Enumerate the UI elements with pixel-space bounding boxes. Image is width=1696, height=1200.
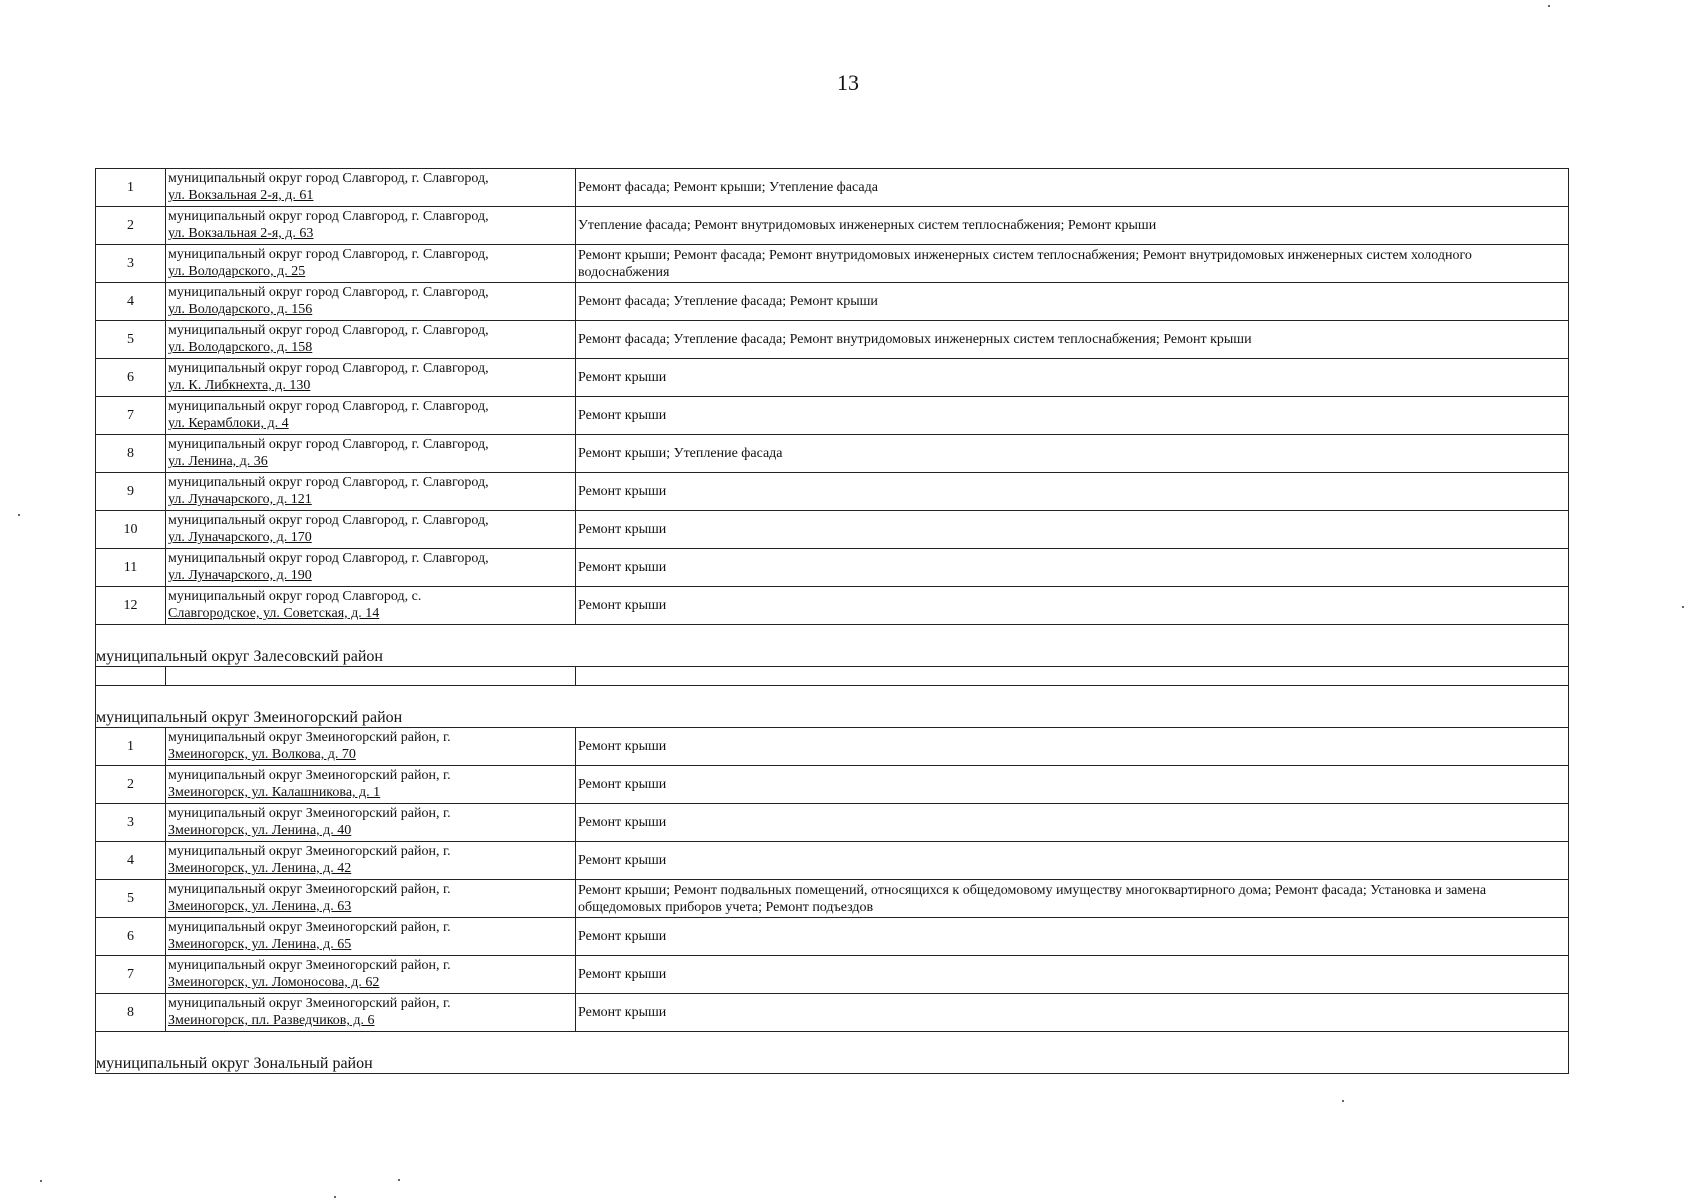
row-number: 4 <box>96 842 166 880</box>
row-number: 8 <box>96 435 166 473</box>
address-line-2: Славгородское, ул. Советская, д. 14 <box>168 606 380 621</box>
address-line-1: муниципальный округ город Славгород, г. Славгород, <box>168 361 489 376</box>
address-cell <box>166 956 576 994</box>
work-types-cell: Ремонт крыши; Утепление фасада <box>576 435 1569 473</box>
address-line-1: муниципальный округ город Славгород, г. Славгород, <box>168 437 489 452</box>
work-types-cell: Ремонт крыши <box>576 587 1569 625</box>
address-line-2: Змеиногорск, ул. Ленина, д. 40 <box>168 823 352 838</box>
work-types-cell: Ремонт крыши; Ремонт подвальных помещений, относящихся к общедомовому имуществу многоквартирного дома; Ремонт фасада; Установка и замена общедомовых приборов учета; Ремонт подъездов <box>576 880 1569 918</box>
work-types-cell: Ремонт крыши <box>576 728 1569 766</box>
address-line-2: ул. Вокзальная 2-я, д. 61 <box>168 188 314 203</box>
table-row <box>96 283 1569 321</box>
row-number: 7 <box>96 397 166 435</box>
address-line-2: ул. Керамблоки, д. 4 <box>168 416 289 431</box>
address-cell <box>166 994 576 1032</box>
address-line-1: муниципальный округ город Славгород, г. Славгород, <box>168 247 489 262</box>
address-line-1: муниципальный округ город Славгород, г. Славгород, <box>168 323 489 338</box>
address-line-1: муниципальный округ Змеиногорский район, г. <box>168 806 451 821</box>
work-types-cell: Ремонт крыши <box>576 511 1569 549</box>
row-number: 1 <box>96 728 166 766</box>
section-title: муниципальный округ Змеиногорский район <box>96 686 1569 728</box>
address-line-1: муниципальный округ город Славгород, г. Славгород, <box>168 513 489 528</box>
address-cell <box>166 842 576 880</box>
row-number: 3 <box>96 804 166 842</box>
address-cell <box>166 804 576 842</box>
address-cell <box>166 473 576 511</box>
row-number: 4 <box>96 283 166 321</box>
address-line-2: ул. Володарского, д. 158 <box>168 340 313 355</box>
empty-cell <box>96 667 166 686</box>
row-number: 5 <box>96 321 166 359</box>
table-row <box>96 245 1569 283</box>
empty-cell <box>576 667 1569 686</box>
table-row <box>96 435 1569 473</box>
address-line-1: муниципальный округ Змеиногорский район, г. <box>168 920 451 935</box>
address-cell <box>166 435 576 473</box>
scan-speck <box>40 1180 42 1182</box>
row-number: 5 <box>96 880 166 918</box>
scan-speck <box>398 1179 400 1181</box>
address-line-1: муниципальный округ город Славгород, г. Славгород, <box>168 399 489 414</box>
address-line-1: муниципальный округ Змеиногорский район, г. <box>168 996 451 1011</box>
address-cell <box>166 918 576 956</box>
table-row <box>96 918 1569 956</box>
work-types-cell: Ремонт крыши <box>576 549 1569 587</box>
scan-speck <box>18 514 20 516</box>
work-types-cell: Ремонт крыши <box>576 918 1569 956</box>
row-number: 3 <box>96 245 166 283</box>
work-types-cell: Ремонт крыши <box>576 842 1569 880</box>
row-number: 8 <box>96 994 166 1032</box>
table-row <box>96 473 1569 511</box>
section-title: муниципальный округ Зональный район <box>96 1032 1569 1074</box>
address-line-1: муниципальный округ Змеиногорский район, г. <box>168 958 451 973</box>
table-row <box>96 511 1569 549</box>
address-line-1: муниципальный округ город Славгород, г. Славгород, <box>168 551 489 566</box>
address-line-2: ул. Володарского, д. 25 <box>168 264 306 279</box>
address-line-1: муниципальный округ город Славгород, г. Славгород, <box>168 475 489 490</box>
work-types-cell: Ремонт крыши <box>576 359 1569 397</box>
work-types-cell: Ремонт фасада; Ремонт крыши; Утепление фасада <box>576 169 1569 207</box>
row-number: 7 <box>96 956 166 994</box>
table-row <box>96 842 1569 880</box>
address-cell <box>166 511 576 549</box>
row-number: 2 <box>96 207 166 245</box>
address-line-1: муниципальный округ город Славгород, г. Славгород, <box>168 171 489 186</box>
address-line-2: ул. Луначарского, д. 170 <box>168 530 312 545</box>
address-cell <box>166 359 576 397</box>
table-row <box>96 359 1569 397</box>
address-cell <box>166 766 576 804</box>
address-cell <box>166 880 576 918</box>
section-header-row <box>96 1032 1569 1074</box>
address-cell <box>166 321 576 359</box>
empty-row <box>96 667 1569 686</box>
table-row <box>96 880 1569 918</box>
repair-schedule-table <box>95 168 1569 1074</box>
address-line-1: муниципальный округ Змеиногорский район, г. <box>168 844 451 859</box>
address-line-2: Змеиногорск, ул. Калашникова, д. 1 <box>168 785 381 800</box>
work-types-cell: Ремонт крыши <box>576 804 1569 842</box>
table-row <box>96 728 1569 766</box>
address-line-2: ул. Володарского, д. 156 <box>168 302 313 317</box>
section-title: муниципальный округ Залесовский район <box>96 625 1569 667</box>
row-number: 1 <box>96 169 166 207</box>
work-types-cell: Утепление фасада; Ремонт внутридомовых инженерных систем теплоснабжения; Ремонт крыши <box>576 207 1569 245</box>
table-row <box>96 804 1569 842</box>
address-cell <box>166 397 576 435</box>
scan-speck <box>1548 5 1550 7</box>
address-line-1: муниципальный округ город Славгород, г. Славгород, <box>168 285 489 300</box>
scan-speck <box>1682 606 1684 608</box>
row-number: 12 <box>96 587 166 625</box>
work-types-cell: Ремонт крыши <box>576 766 1569 804</box>
address-line-2: Змеиногорск, ул. Ломоносова, д. 62 <box>168 975 380 990</box>
work-types-cell: Ремонт крыши <box>576 994 1569 1032</box>
address-line-2: Змеиногорск, пл. Разведчиков, д. 6 <box>168 1013 375 1028</box>
table-row <box>96 397 1569 435</box>
table-row <box>96 169 1569 207</box>
address-cell <box>166 549 576 587</box>
address-line-1: муниципальный округ город Славгород, г. Славгород, <box>168 209 489 224</box>
row-number: 11 <box>96 549 166 587</box>
table-row <box>96 994 1569 1032</box>
address-cell <box>166 283 576 321</box>
work-types-cell: Ремонт крыши <box>576 956 1569 994</box>
empty-cell <box>166 667 576 686</box>
table-body <box>96 169 1569 1074</box>
work-types-cell: Ремонт крыши <box>576 473 1569 511</box>
address-line-1: муниципальный округ Змеиногорский район, г. <box>168 730 451 745</box>
address-line-2: Змеиногорск, ул. Ленина, д. 63 <box>168 899 352 914</box>
address-line-2: ул. Луначарского, д. 121 <box>168 492 312 507</box>
address-line-1: муниципальный округ город Славгород, с. <box>168 589 422 604</box>
section-header-row <box>96 686 1569 728</box>
address-line-2: ул. К. Либкнехта, д. 130 <box>168 378 311 393</box>
address-line-2: Змеиногорск, ул. Волкова, д. 70 <box>168 747 356 762</box>
work-types-cell: Ремонт крыши <box>576 397 1569 435</box>
scan-speck <box>334 1196 336 1198</box>
address-line-1: муниципальный округ Змеиногорский район, г. <box>168 882 451 897</box>
work-types-cell: Ремонт крыши; Ремонт фасада; Ремонт внутридомовых инженерных систем теплоснабжения; Ремонт внутридомовых инженерных систем холодного водоснабжения <box>576 245 1569 283</box>
section-header-row <box>96 625 1569 667</box>
address-cell <box>166 245 576 283</box>
address-cell <box>166 169 576 207</box>
row-number: 2 <box>96 766 166 804</box>
address-line-2: ул. Вокзальная 2-я, д. 63 <box>168 226 314 241</box>
table-row <box>96 766 1569 804</box>
address-line-2: Змеиногорск, ул. Ленина, д. 65 <box>168 937 352 952</box>
table-row <box>96 207 1569 245</box>
table-row <box>96 549 1569 587</box>
scan-speck <box>1342 1100 1344 1102</box>
table-row <box>96 321 1569 359</box>
table-row <box>96 587 1569 625</box>
row-number: 6 <box>96 918 166 956</box>
address-line-2: Змеиногорск, ул. Ленина, д. 42 <box>168 861 352 876</box>
address-cell <box>166 587 576 625</box>
row-number: 10 <box>96 511 166 549</box>
address-line-2: ул. Луначарского, д. 190 <box>168 568 312 583</box>
row-number: 9 <box>96 473 166 511</box>
address-cell <box>166 728 576 766</box>
work-types-cell: Ремонт фасада; Утепление фасада; Ремонт внутридомовых инженерных систем теплоснабжения; Ремонт крыши <box>576 321 1569 359</box>
address-line-1: муниципальный округ Змеиногорский район, г. <box>168 768 451 783</box>
page-number: 13 <box>837 70 859 95</box>
address-cell <box>166 207 576 245</box>
address-line-2: ул. Ленина, д. 36 <box>168 454 268 469</box>
work-types-cell: Ремонт фасада; Утепление фасада; Ремонт крыши <box>576 283 1569 321</box>
row-number: 6 <box>96 359 166 397</box>
table-row <box>96 956 1569 994</box>
